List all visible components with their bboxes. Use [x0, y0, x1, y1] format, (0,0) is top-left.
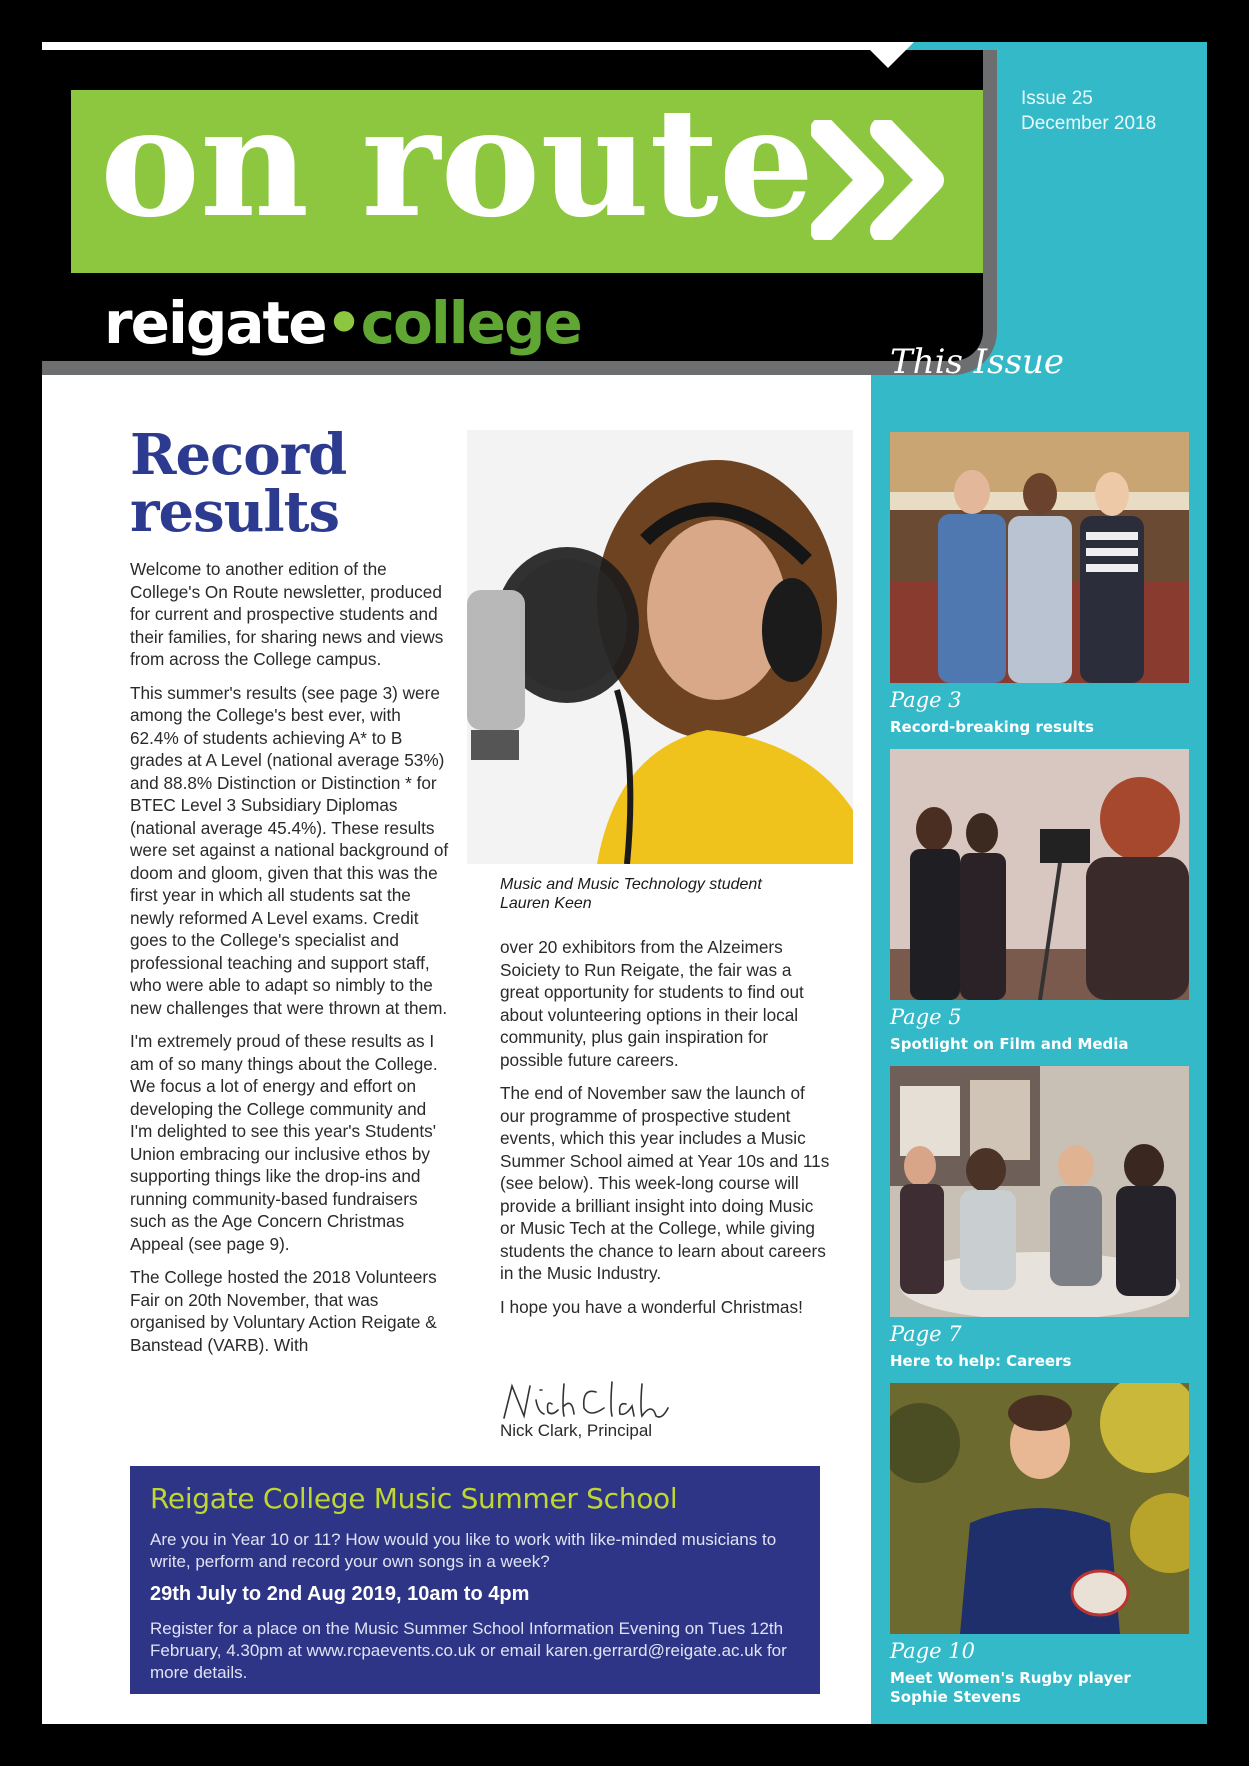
- photo-caption-line: Music and Music Technology student: [500, 876, 762, 893]
- article-paragraph: The College hosted the 2018 Volunteers Fair on 20th November, that was organised by Voluntary Action Reigate & Banstead (VARB). With: [130, 1267, 437, 1355]
- thumbnail-careers-photo: [890, 1066, 1189, 1317]
- article-paragraph: Welcome to another edition of the College's On Route newsletter, produced for current and prospective students and their families, for sharing news and views from across the College campus.: [130, 559, 444, 669]
- thumbnail-caption: Record-breaking results: [890, 718, 1094, 736]
- headline-line: Record: [130, 422, 347, 488]
- issue-number: Issue 25: [1021, 88, 1093, 109]
- college-logo-word1: reigate: [104, 289, 326, 357]
- thumbnail-page-label: Page 10: [890, 1639, 975, 1663]
- article-paragraph: The end of November saw the launch of our programme of prospective student events, which this year includes a Music Summer School aimed at Year 10s and 11s (see below). This week-long course will provide a brilliant insight into doing Music or Music Tech at the College, while giving students the chance to learn about careers in the Music Industry.: [500, 1083, 830, 1283]
- summer-school-title: Reigate College Music Summer School: [150, 1482, 678, 1515]
- issue-date: December 2018: [1021, 113, 1157, 134]
- article-column-1: [130, 558, 450, 1367]
- summer-school-intro: Are you in Year 10 or 11? How would you like to work with like-minded musicians to write, perform and record your own songs in a week?: [150, 1530, 777, 1571]
- article-paragraph: This summer's results (see page 3) were among the College's best ever, with 62.4% of students achieving A* to B grades at A Level (national average 53%) and 88.8% Distinction or Distinction * for BTEC Level 3 Subsidiary Diplomas (national average 45.4%). These results were set against a national background of doom and gloom, given that this was the first year in which all students sat the newly reformed A Level exams. Credit goes to the College's specialist and professional teaching and support staff, who were able to adapt so nimbly to the new challenges that were thrown at them.: [130, 682, 449, 1018]
- article-column-2: [500, 936, 830, 1329]
- newsletter-title: on route: [100, 75, 815, 251]
- thumbnail-caption: Spotlight on Film and Media: [890, 1035, 1129, 1053]
- thumbnail-page-label: Page 5: [890, 1005, 962, 1029]
- thumbnail-caption: Here to help: Careers: [890, 1352, 1072, 1370]
- thumbnail-rugby-photo: [890, 1383, 1189, 1634]
- thumbnail-results-photo: [890, 432, 1189, 683]
- college-logo-word2: college: [360, 289, 581, 357]
- summer-school-register: Register for a place on the Music Summer School Information Evening on Tues 12th February, 4.30pm at www.rcpaevents.co.uk or email karen.gerrard@reigate.ac.uk for more details.: [150, 1619, 787, 1682]
- photo-caption-line: Lauren Keen: [500, 895, 592, 912]
- thumbnail-page-label: Page 3: [890, 688, 962, 712]
- article-paragraph: I hope you have a wonderful Christmas!: [500, 1296, 803, 1317]
- summer-school-box: [130, 1466, 820, 1694]
- masthead: [42, 50, 997, 375]
- thumbnail-page-label: Page 7: [890, 1322, 962, 1346]
- signoff: Nick Clark, Principal: [500, 1421, 653, 1440]
- article-paragraph: over 20 exhibitors from the Alzeimers Soiciety to Run Reigate, the fair was a great opportunity for students to find out about volunteering options in their local community, plus gain inspiration for possible future careers.: [500, 937, 804, 1070]
- masthead-notch: [862, 42, 914, 68]
- summer-school-dates: 29th July to 2nd Aug 2019, 10am to 4pm: [150, 1583, 530, 1605]
- singer-photo: [467, 430, 853, 864]
- article-paragraph: I'm extremely proud of these results as I am of so many things about the College. We focus a lot of energy and effort on developing the College community and I'm delighted to see this year's Students' Union embracing our inclusive ethos by supporting things like the drop-ins and running community-based fundraisers such as the Age Concern Christmas Appeal (see page 9).: [130, 1031, 438, 1254]
- title-bar: [71, 75, 983, 273]
- thumbnail-caption: Meet Women's Rugby player Sophie Stevens: [890, 1669, 1131, 1706]
- photo-caption: [500, 875, 830, 913]
- this-issue-heading: This Issue: [890, 342, 1065, 382]
- headline-line: results: [130, 479, 340, 545]
- double-chevron-icon: [811, 120, 981, 240]
- newsletter-page: [42, 42, 1207, 1724]
- issue-info: [1021, 86, 1156, 136]
- thumbnail-film-media-photo: [890, 749, 1189, 1000]
- article-headline: [130, 422, 347, 545]
- college-logo-dot: •: [325, 289, 361, 357]
- college-logo: [104, 289, 581, 357]
